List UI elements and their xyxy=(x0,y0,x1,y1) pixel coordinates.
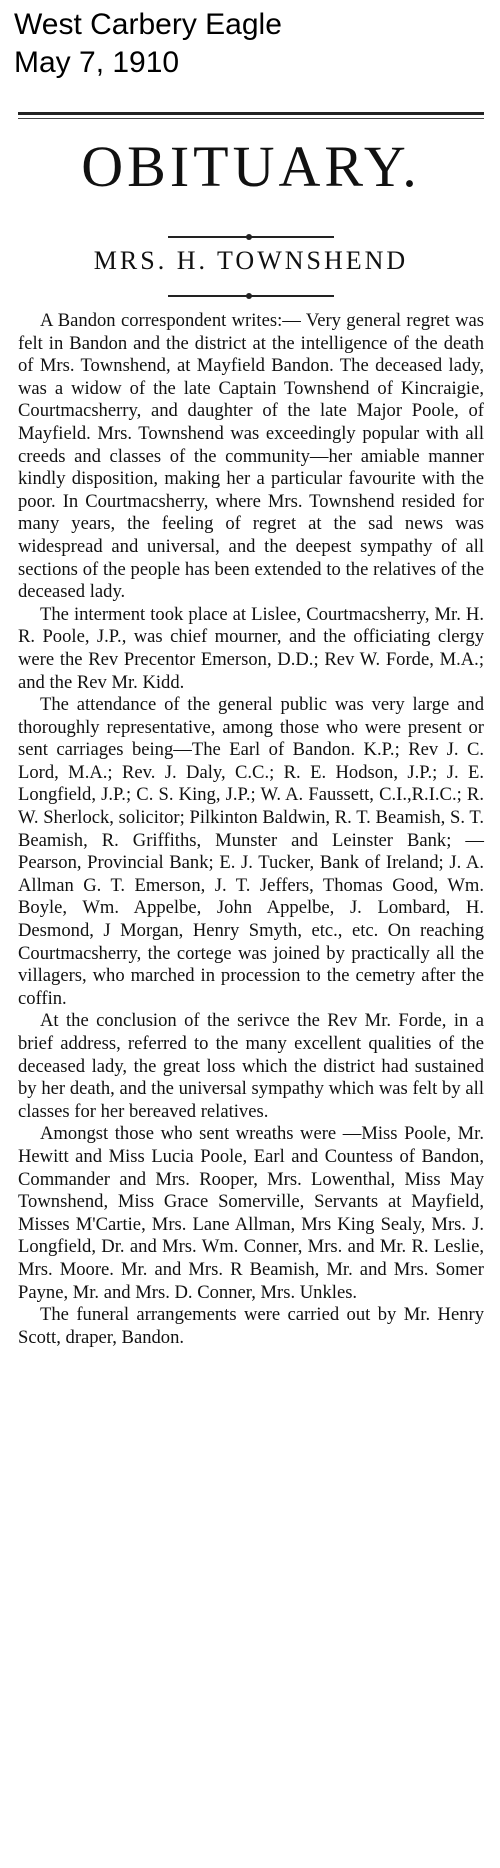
publication-date: May 7, 1910 xyxy=(14,46,180,79)
clipping-caption xyxy=(14,6,484,82)
newspaper-clipping xyxy=(18,112,484,1857)
paragraph: Amongst those who sent wreaths were —Miss Poole, Mr. Hewitt and Miss Lucia Poole, Earl and Countess of Bandon, Commander and Mrs. Rooper, Mrs. Lowenthal, Miss May Townshend, Miss Grace Somerville, Servants at Mayfield, Misses M'Cartie, Mrs. Lane Allman, Mrs King Sealy, Mrs. J. Longfield, Dr. and Mrs. Wm. Conner, Mrs. and Mr. R. Leslie, Mrs. Moore. Mr. and Mrs. R Beamish, Mr. and Mrs. Somer Payne, Mr. and Mrs. D. Conner, Mrs. Unkles. xyxy=(18,1123,484,1303)
newspaper-name: West Carbery Eagle xyxy=(14,8,282,41)
paragraph: The interment took place at Lislee, Courtmacsherry, Mr. H. R. Poole, J.P., was chief mourner, and the officiating clergy were the Rev Precentor Emerson, D.D.; Rev W. Forde, M.A.; and the Rev Mr. Kidd. xyxy=(18,603,484,693)
paragraph: At the conclusion of the serivce the Rev Mr. Forde, in a brief address, referred to the many excellent qualities of the deceased lady, the great loss which the district had sustained by her death, and the universal sympathy which was felt by all classes for her bereaved relatives. xyxy=(18,1010,484,1122)
ornament-rule-lower xyxy=(168,295,334,297)
paragraph: The attendance of the general public was very large and thoroughly representative, among those who were present or sent carriages being—The Earl of Bandon. K.P.; Rev J. C. Lord, M.A.; Rev. J. Daly, C.C.; R. E. Hodson, J.P.; J. E. Longfield, J.P.; C. S. King, J.P.; W. A. Faussett, C.I.,R.I.C.; R. W. Sherlock, solicitor; Pilkinton Baldwin, R. T. Beamish, S. T. Beamish, R. Griffiths, Munster and Leinster Bank; — Pearson, Provincial Bank; E. J. Tucker, Bank of Ireland; J. A. Allman G. T. Emerson, J. T. Jeffers, Thomas Good, Wm. Boyle, Wm. Appelbe, John Appelbe, J. Lombard, H. Desmond, J Morgan, Henry Smyth, etc., etc. On reaching Courtmacsherry, the cortege was joined by practically all the villagers, who marched in procession to the cemetry after the coffin. xyxy=(18,694,484,1009)
paragraph: The funeral arrangements were carried out by Mr. Henry Scott, draper, Bandon. xyxy=(18,1304,484,1348)
ornament-dot xyxy=(246,293,252,299)
top-rule-thin xyxy=(18,118,484,119)
ornament-rule-upper xyxy=(168,236,334,238)
ornament-dot xyxy=(246,234,252,240)
subhead: MRS. H. TOWNSHEND xyxy=(93,246,409,275)
headline: OBITUARY. xyxy=(81,134,421,199)
paragraph: A Bandon correspondent writes:— Very general regret was felt in Bandon and the district at the intelligence of the death of Mrs. Townshend, at Mayfield Bandon. The deceased lady, was a widow of the late Captain Townshend of Kincraigie, Courtmacsherry, and daughter of the late Major Poole, of Mayfield. Mrs. Townshend was exceedingly popular with all creeds and classes of the community—her amiable manner kindly disposition, making her a particular favourite with the poor. In Courtmacsherry, where Mrs. Townshend resided for many years, the feeling of regret at the sad news was widespread and universal, and the deepest sympathy of all sections of the people has been extended to the relatives of the deceased lady. xyxy=(18,310,484,603)
article-body xyxy=(18,310,484,1349)
top-rule xyxy=(18,112,484,115)
